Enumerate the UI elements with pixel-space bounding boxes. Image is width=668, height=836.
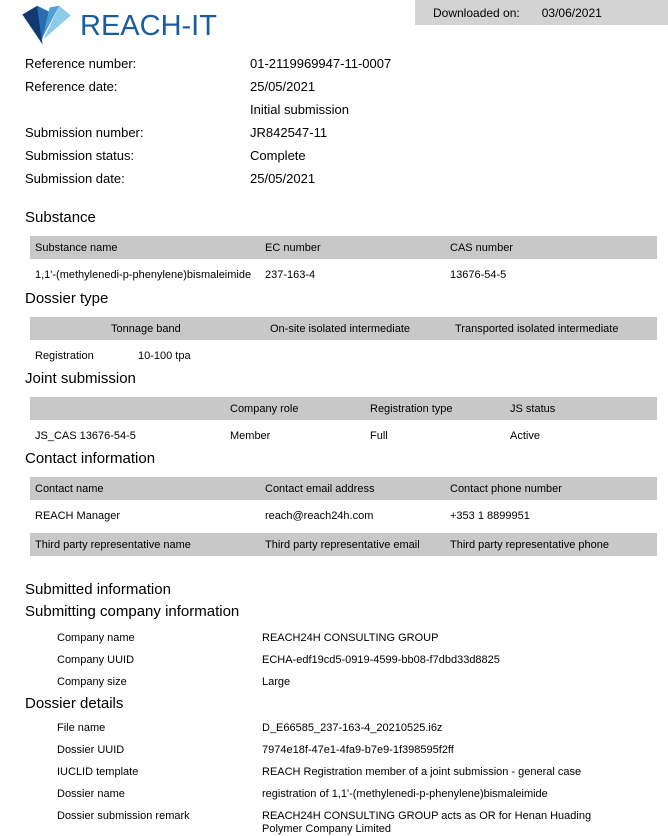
summary-row — [25, 98, 391, 121]
company-size-label: Company size — [57, 676, 127, 688]
dossier-type-table-row — [30, 340, 657, 367]
substance-table-header — [30, 236, 657, 259]
iuclid-template-label: IUCLID template — [57, 766, 139, 778]
dossier-uuid-label: Dossier UUID — [57, 744, 125, 756]
onsite-intermediate-header: On-site isolated intermediate — [265, 317, 450, 340]
contact-email-header: Contact email address — [260, 477, 445, 500]
dossier-type-empty-header — [30, 317, 110, 340]
company-name-value: REACH24H CONSULTING GROUP — [262, 632, 439, 644]
third-party-name-header: Third party representative name — [30, 533, 260, 556]
downloaded-on-date: 03/06/2021 — [541, 5, 602, 20]
submission-status-label: Submission status: — [25, 148, 135, 163]
iuclid-template-value: REACH Registration member of a joint submission - general case — [262, 766, 582, 778]
field-row — [57, 672, 668, 694]
company-uuid-value: ECHA-edf19cd5-0919-4599-bb08-f7dbd33d8825 — [262, 654, 500, 666]
reference-number-value: 01-2119969947-11-0007 — [250, 56, 392, 71]
reach-it-logo — [18, 4, 217, 48]
dossier-remark-label: Dossier submission remark — [57, 810, 190, 822]
third-party-table — [30, 533, 657, 556]
summary-row — [25, 52, 391, 75]
dossier-type-table-header — [30, 317, 657, 340]
submission-status-value: Complete — [250, 148, 306, 163]
contact-table-header — [30, 477, 657, 500]
contact-phone-header: Contact phone number — [445, 477, 657, 500]
cas-number-header: CAS number — [445, 236, 657, 259]
third-party-table-header — [30, 533, 657, 556]
report-body — [0, 190, 668, 836]
submission-summary — [25, 52, 391, 190]
third-party-email-header: Third party representative email — [260, 533, 445, 556]
substance-section-title: Substance — [25, 209, 96, 226]
reference-date-label: Reference date: — [25, 79, 118, 94]
contact-name-value: REACH Manager — [35, 510, 120, 522]
field-row — [57, 784, 668, 806]
contact-phone-value: +353 1 8899951 — [450, 510, 530, 522]
ec-number-header: EC number — [260, 236, 445, 259]
dossier-fields — [57, 718, 668, 836]
registration-type-value: Full — [370, 430, 388, 442]
file-name-value: D_E66585_237-163-4_20210525.i6z — [262, 722, 443, 734]
registration-type-header: Registration type — [365, 397, 505, 420]
submission-date-label: Submission date: — [25, 171, 125, 186]
company-name-label: Company name — [57, 632, 135, 644]
submission-type-value: Initial submission — [250, 102, 349, 117]
downloaded-on-bar — [415, 0, 668, 25]
dossier-name-value: registration of 1,1'-(methylenedi-p-phenylene)bismaleimide — [262, 788, 548, 800]
cas-number-value: 13676-54-5 — [450, 269, 507, 281]
dossier-type-value: Registration — [35, 350, 94, 362]
joint-submission-table-row — [30, 420, 657, 447]
reference-number-label: Reference number: — [25, 56, 137, 71]
company-role-value: Member — [230, 430, 271, 442]
company-fields — [57, 628, 668, 694]
summary-row — [25, 121, 391, 144]
reference-date-value: 25/05/2021 — [250, 79, 316, 94]
third-party-phone-header: Third party representative phone — [445, 533, 657, 556]
joint-submission-table-header — [30, 397, 657, 420]
submission-number-value: JR842547-11 — [250, 125, 328, 140]
dossier-remark-value: REACH24H CONSULTING GROUP acts as OR for Henan Huading Polymer Company Limited — [262, 810, 592, 835]
field-row — [57, 740, 668, 762]
js-status-header: JS status — [505, 397, 657, 420]
ec-number-value: 237-163-4 — [265, 269, 316, 281]
js-name-empty-header — [30, 397, 225, 420]
js-name-value: JS_CAS 13676-54-5 — [35, 430, 136, 442]
dossier-details-title: Dossier details — [25, 695, 124, 712]
field-row — [57, 718, 668, 740]
substance-name-value: 1,1'-(methylenedi-p-phenylene)bismaleimide — [35, 269, 252, 281]
summary-row — [25, 167, 391, 190]
company-size-value: Large — [262, 676, 291, 688]
substance-table — [30, 236, 657, 286]
dossier-name-label: Dossier name — [57, 788, 125, 800]
company-role-header: Company role — [225, 397, 365, 420]
onsite-intermediate-value — [265, 340, 450, 367]
substance-name-header: Substance name — [30, 236, 260, 259]
transported-intermediate-header: Transported isolated intermediate — [450, 317, 657, 340]
reach-it-logo-text: REACH-IT — [80, 9, 217, 42]
contact-table — [30, 477, 657, 527]
dossier-uuid-value: 7974e18f-47e1-4fa9-b7e9-1f398595f2ff — [262, 744, 454, 756]
field-row — [57, 806, 668, 836]
contact-name-header: Contact name — [30, 477, 260, 500]
contact-section-title: Contact information — [25, 450, 156, 467]
transported-intermediate-value — [450, 340, 657, 367]
field-row — [57, 762, 668, 784]
contact-email-value: reach@reach24h.com — [265, 510, 374, 522]
summary-row — [25, 144, 391, 167]
company-uuid-label: Company UUID — [57, 654, 135, 666]
summary-row — [25, 75, 391, 98]
dossier-type-section-title: Dossier type — [25, 290, 109, 307]
submitting-company-title: Submitting company information — [25, 603, 240, 620]
joint-submission-table — [30, 397, 657, 447]
submission-number-label: Submission number: — [25, 125, 144, 140]
file-name-label: File name — [57, 722, 106, 734]
tonnage-band-value: 10-100 tpa — [138, 350, 191, 362]
submission-date-value: 25/05/2021 — [250, 171, 316, 186]
field-row — [57, 628, 668, 650]
joint-submission-section-title: Joint submission — [25, 370, 136, 387]
field-row — [57, 650, 668, 672]
downloaded-on-label: Downloaded on: — [433, 5, 520, 20]
substance-table-row — [30, 259, 657, 286]
reach-it-logo-icon — [18, 4, 76, 48]
dossier-type-table — [30, 317, 657, 367]
contact-table-row — [30, 500, 657, 527]
submitted-information-title: Submitted information — [25, 581, 171, 598]
tonnage-band-header: Tonnage band — [110, 317, 265, 340]
js-status-value: Active — [510, 430, 540, 442]
